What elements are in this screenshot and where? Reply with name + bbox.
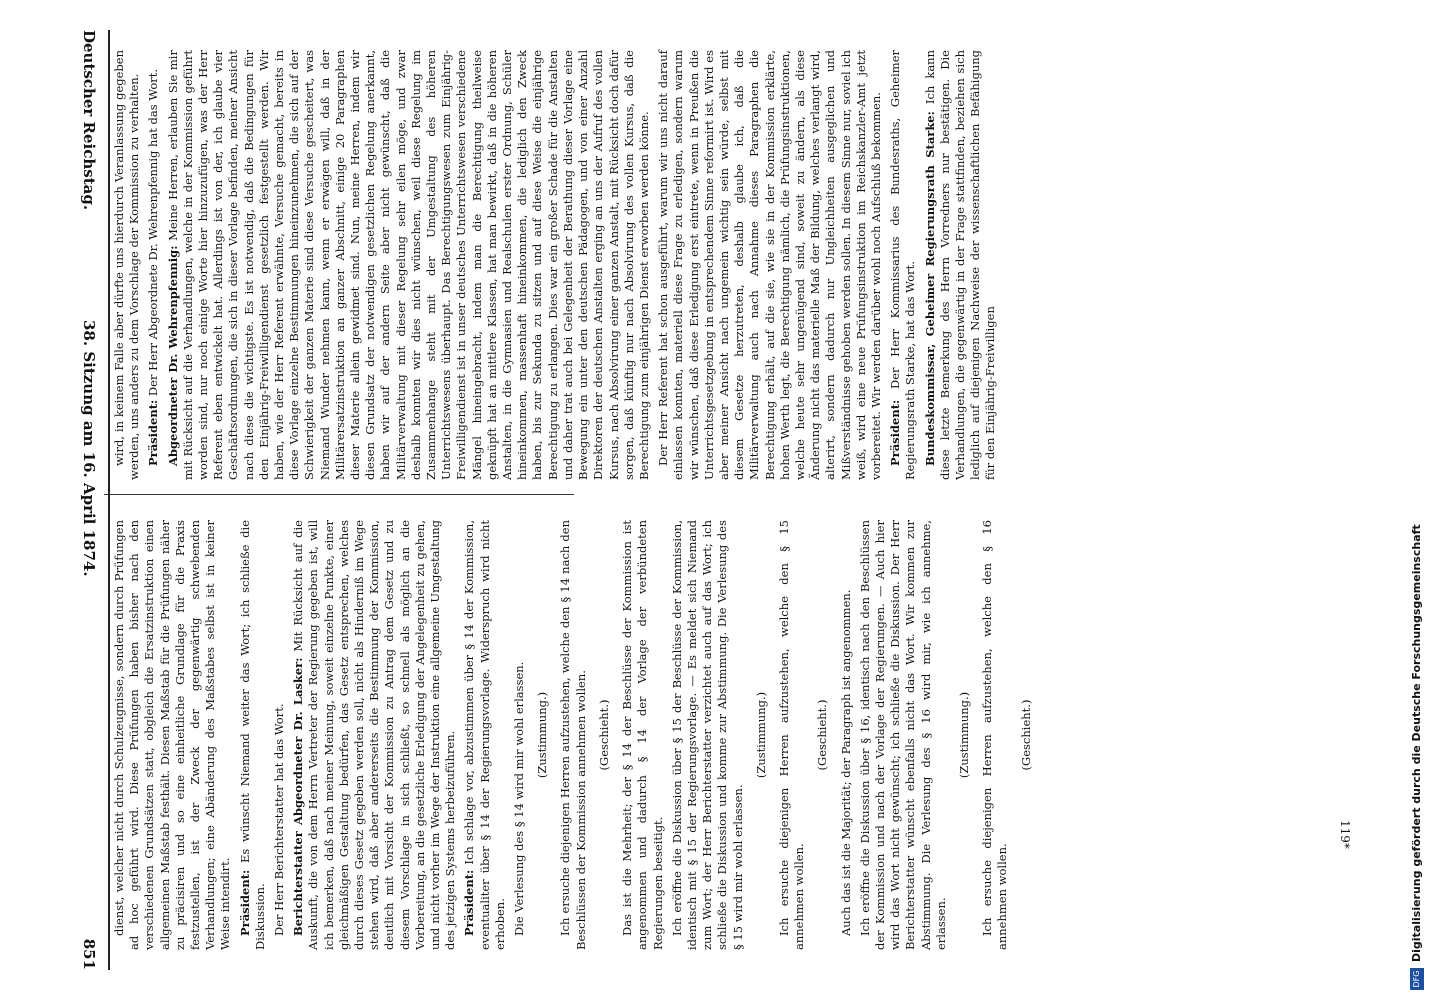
paragraph-text: Mit Rücksicht auf die Auskunft, die von dem Herrn Vertreter der Regierung gegeben ist, will ich bemerken, daß nach meiner Meinung, soweit einzelne Punkte, einer gleichmäßigen Gestaltung bedürfen, das Gesetz entsprechen, welches durch dieses Gesetz gegeben werden soll, nicht als Hinderniß im Wege stehen wird, daß aber andererseits die Bestimmung der Kommission, deutlich mit Vorsicht der Kommission zu Antrag dem Gesetz und zu diesem Vorschlage in sich schließt, so schnell als möglich an die Vorbereitung, an die gesetzliche Erledigung der Angelegenheit zu gehen, und nicht vorher im Wege der Instruktion eine allgemeine Umgestaltung des jetzigen Systems herbeizuführen. [291,520,458,950]
paragraph-text: Der Herr Abgeordnete Dr. Wehrenpfennig hat das Wort. [146,68,161,397]
column-divider [104,494,574,495]
paragraph-text: Meine Herren, erlauben Sie mir mit Rücksicht auf die Verhandlungen, welche in der Kommission geführt worden sind, nur noch einige Worte hier hinzuzufügen, was der Herr Referent eben entwickelt hat. Allerdings ist von der, ich glaube vier Geschäftsordnungen, die sich in dieser Vorlage befinden, meiner Ansicht nach diese die wichtigste. Es ist notwendig, daß die Bedingungen für den Einjährig-Freiwilligendienst gesetzlich festgestellt werden. Wir haben, wie der Herr Referent erwähnte, Versuche gemacht, bereits in diese Vorlage einzelne Bestimmungen hineinzunehmen, die sich auf der Schwierigkeit der ganzen Materie sind diese Versuche gescheitert, was Niemand Wunder nehmen kann, wenn er erwägen will, daß in der Militärersatzinstruktion an ganzer Abschnitt, einige 20 Paragraphen dieser Materie allein gewidmet sind. Nun, meine Herren, indem wir diesen Grundsatz der notwendigen gesetzlichen Regelung anerkannt, haben wir auf der andern Seite aber nicht gewünscht, daß die Militärverwaltung mit dieser Regelung sehr eilen möge, und zwar deshalb konnten wir dies nicht wünschen, weil diese Regelung im Zusammenhange steht mit der Umgestaltung des höheren Unterrichtswesens überhaupt. Das Berechtigungswesen zum Einjährig-Freiwilligendienst ist in unser deutsches Unterrichtswesen verschiedene Mängel hineingebracht, indem man die Berechtigung theilweise geknüpft hat an mittlere Klassen, hat man bewirkt, daß in die höheren Anstalten, in die Gymnasien und Realschulen erster Ordnung, Schüler hineinkommen, massenhaft hineinkommen, die lediglich den Zweck haben, bis zur Sekunda zu sitzen und auf diese Weise die einjährige Berechtigung zu erlangen. Dies war ein großer Schade für die Anstalten und daher trat auch bei Gelegenheit der Berathung dieser Vorlage eine Bewegung ein unter den deutschen Pädagogen, und von einer Anzahl Direktoren der deutschen Anstalten erging an uns der Aufruf des vollen Kursus, nach Absolvirung einer ganzen Anstalt, mit Rücksicht doch dafür sorgen, daß künftig nur nach Absolvirung des vollen Kursus, daß die Berechtigung zum einjährigen Dienst erworben werden könne. [165,50,651,480]
paragraph [291,520,458,950]
speaker-name: Bundeskommissar, Geheimer Regierungsrath Starke: [922,111,937,466]
paragraph-text: Ich eröffne die Diskussion über § 16, identisch nach den Beschlüssen der Kommission und nach der Vorlage der Regierungen. — Auch hier wird das Wort nicht gewünscht; ich schließe die Diskussion. Der Herr Berichterstatter wünscht ebenfalls nicht das Wort. Wir kommen zur Abstimmung. Die Verlesung des § 16 wird mir, wie ich annehme, erlassen. [857,520,948,950]
paragraph-text: (Zustimmung.) [956,691,971,779]
page-header [70,30,104,970]
speaker-name: Präsident: [888,399,903,466]
paragraph-text: wird, in keinem Falle aber dürfte uns hierdurch Veranlassung gegeben werden, uns anders zu dem Vorschlage der Kommission zu verhalten. [112,50,142,480]
right-column [112,520,1033,950]
header-rule [108,30,110,970]
page-signature: 119* [1338,820,1352,849]
paragraph-text: (Geschieht.) [596,699,611,771]
paragraph-text: Die Verlesung des § 14 wird mir wohl erlassen. [512,661,527,936]
paragraph-text: (Geschieht.) [815,699,830,771]
header-page-number: 851 [80,938,98,970]
paragraph [858,520,949,950]
paragraph [166,50,653,480]
paragraph [558,520,588,950]
paragraph-text: Ich ersuche diejenigen Herren aufzustehen, welche den § 16 annehmen wollen. [980,520,1010,950]
vote-note [535,520,550,950]
paragraph [670,520,746,950]
paragraph [620,520,666,950]
paragraph-text: Das ist die Mehrheit; der § 14 der Beschlüsse der Kommission ist angenommen und dadurch § 14 der Vorlage der verbündeten Regierungen beseitigt. [620,520,665,950]
paragraph-text: Ich kann diese letzte Bemerkung des Herrn Vorredners nur bestätigen. Die Verhandlungen, die gegenwärtig in der Frage stattfinden, beziehen sich lediglich auf diejenigen Nachweise der wissenschaftlichen Befähigung für den Einjährig-Freiwilligen [922,50,998,480]
paragraph [888,50,918,480]
left-column [112,50,998,480]
paragraph-text: (Geschieht.) [1018,699,1033,771]
paragraph-text: (Zustimmung.) [535,691,550,779]
paragraph-text: Ich ersuche diejenigen Herren aufzustehen, welche den § 15 annehmen wollen. [776,520,807,950]
paragraph [238,520,268,950]
paragraph [146,50,161,480]
speaker-name: Präsident: [462,869,477,936]
paragraph [112,520,234,950]
paragraph [923,50,999,480]
speaker-name: Präsident: [237,869,252,936]
paragraph [839,520,854,950]
header-title: Deutscher Reichstag. [80,30,98,211]
paragraph-text: dienst, welcher nicht durch Schulzeugnisse, sondern durch Prüfungen ad hoc geführt wird. Diese Prüfungen haben bisher nach den verschiedenen Grundsätzen statt, obgleich die Ersatzinstruktion einen allgemeinen Maßstab festhält. Diesen Maßstab für die Prüfungen näher zu präcisiren und so eine einheitliche Grundlage für die Praxis festzustellen, ist der Zweck der gegenwärtig schwebenden Verhandlungen; eine Abänderung des Maßstabes selbst ist in keiner Weise intendirt. [112,520,233,950]
vote-note [815,520,830,950]
paragraph-text: Ich schlage vor, abzustimmen über § 14 der Kommission, eventualiter über § 14 der Regierungsvorlage. Widerspruch wird nicht erhoben. [462,520,507,950]
paragraph [656,50,884,480]
paragraph-text: Es wünscht Niemand weiter das Wort; ich schließe die Diskussion. [237,520,267,950]
paragraph-text: Der Herr Berichterstatter hat das Wort. [272,703,287,936]
paragraph [112,50,142,480]
dfg-logo-icon: DFG [1410,968,1424,990]
paragraph [980,520,1010,950]
paragraph [777,520,807,950]
paragraph [512,520,527,950]
vote-note [1019,520,1034,950]
paragraph-text: Der Herr Referent hat schon ausgeführt, warum wir uns nicht darauf einlassen konnten, materiell diese Frage zu erledigen, sondern warum wir wünschen, daß diese Erledigung erst eintrete, wenn in Preußen die Unterrichtsgesetzgebung in entsprechendem Sinne reformirt ist. Wird es aber meiner Ansicht nach ungemein wichtig sein würde, selbst mit diesem Gesetze herzutreten, deshalb glaube ich, daß die Militärverwaltung auch nach Annahme dieses Paragraphen die Berechtigung erhält, auf die sie, wie sie in der Kommission erklärte, hohen Werth legt, die Berechtigung nämlich, die Prüfungsinstruktionen, welche heute sehr ungenügend sind, soweit zu ändern, als diese Änderung nicht das materielle Maß der Bildung, welches verlangt wird, alterirt, sondern dadurch nur Ungleichheiten ausgeglichen und Mißverständnisse gehoben werden sollen. In diesem Sinne nur, soviel ich weiß, wird eine neue Prüfungsinstruktion im Reichskanzler-Amt jetzt vorbereitet. Wir werden darüber wohl noch Aufschluß bekommen. [656,50,883,480]
speaker-name: Abgeordneter Dr. Wehrenpfennig: [165,245,180,466]
paragraph-text: (Zustimmung.) [753,691,768,779]
paragraph [272,520,287,950]
paragraph-text: Der Herr Kommissarius des Bundesraths, Geheimer Regierungsrath Starke, hat das Wort. [888,50,918,480]
speaker-name: Berichterstatter Abgeordneter Dr. Lasker: [291,657,306,936]
vote-note [754,520,769,950]
header-session: 38. Sitzung am 16. April 1874. [80,320,98,577]
paragraph-text: Ich ersuche diejenigen Herren aufzustehen, welche den § 14 nach den Beschlüssen der Kommission annehmen wollen. [558,520,588,950]
digitization-note: Digitalisierung gefördert durch die Deutsche Forschungsgemeinschaft [1410,524,1423,962]
vote-note [957,520,972,950]
paragraph-text: Ich eröffne die Diskussion über § 15 der Beschlüsse der Kommission, identisch mit § 15 der Regierungsvorlage. — Es meldet sich Niemand zum Wort; der Herr Berichterstatter verzichtet auch auf das Wort; ich schließe die Diskussion und komme zur Abstimmung. Die Verlesung des § 15 wird mir wohl erlassen. [669,520,745,950]
paragraph-text: Auch das ist die Majorität; der Paragraph ist angenommen. [838,589,853,936]
paragraph [462,520,508,950]
speaker-name: Präsident: [146,399,161,466]
vote-note [597,520,612,950]
